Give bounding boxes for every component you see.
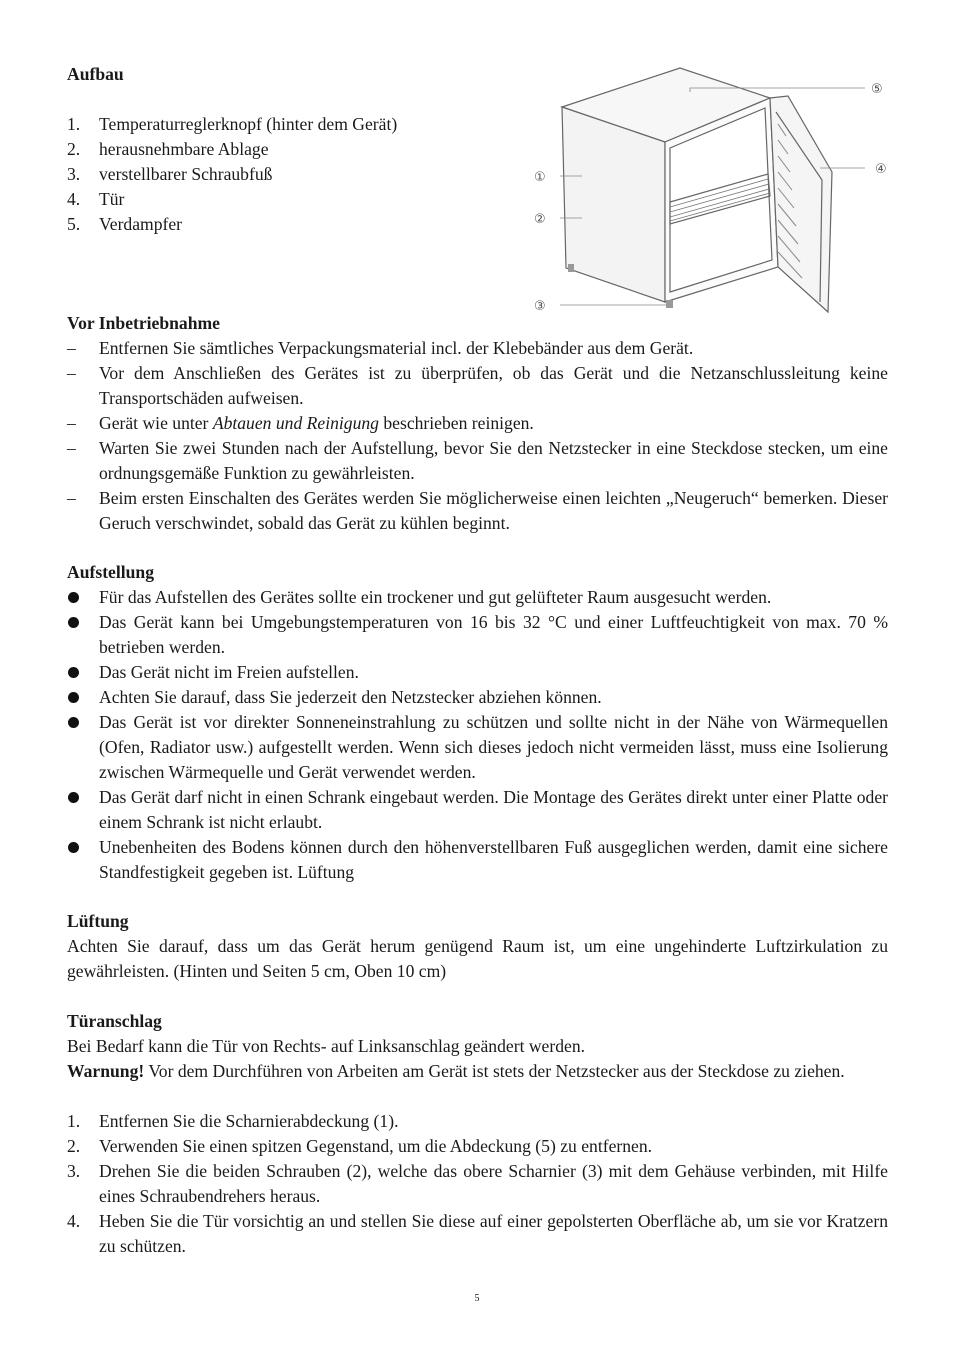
diagram-label-2: ② [534,212,546,227]
list-item: Für das Aufstellen des Gerätes sollte ein trockener und gut gelüfteter Raum ausgesucht werden. [67,585,888,610]
list-item: Das Gerät ist vor direkter Sonneneinstrahlung zu schützen und sollte nicht in der Nähe von Wärmequellen (Ofen, Radiator usw.) aufgestellt werden. Wenn sich dieses jedoch nicht vermeiden lässt, muss eine Isolierung zwischen Wärmequelle und Gerät verwendet werden. [67,710,888,785]
heading-tueranschlag: Türanschlag [67,1011,162,1031]
bullet-icon [68,792,79,803]
list-item: Das Gerät nicht im Freien aufstellen. [67,660,888,685]
list-item: 3. Drehen Sie die beiden Schrauben (2), welche das obere Scharnier (3) mit dem Gehäuse verbinden, mit Hilfe eines Schraubendrehers heraus. [67,1161,888,1206]
list-item: 5. Verdampfer [67,214,183,234]
list-item: 1. Entfernen Sie die Scharnierabdeckung (1). [67,1111,399,1131]
section-aufstellung [67,560,888,885]
fridge-diagram [520,62,900,322]
list-item: Das Gerät kann bei Umgebungstemperaturen von 16 bis 32 °C und einer Luftfeuchtigkeit von max. 70 % betrieben werden. [67,610,888,660]
warning-paragraph: Warnung! Vor dem Durchführen von Arbeiten am Gerät ist stets der Netzstecker aus der Steckdose zu ziehen. [67,1061,845,1081]
warning-label: Warnung! [67,1061,145,1081]
bullet-icon [68,692,79,703]
diagram-label-4: ④ [875,162,887,177]
list-item: 1. Temperaturreglerknopf (hinter dem Gerät) [67,114,398,134]
list-item: 3. verstellbarer Schraubfuß [67,164,273,184]
heading-vor-inbetriebnahme: Vor Inbetriebnahme [67,313,220,333]
bullet-icon [68,667,79,678]
list-item: – Beim ersten Einschalten des Gerätes werden Sie möglicherweise einen leichten „Neugeruch“ bemerken. Dieser Geruch verschwindet, sobald das Gerät zu kühlen beginnt. [67,488,888,533]
heading-aufstellung: Aufstellung [67,562,155,582]
section-tueranschlag [67,1009,888,1259]
diagram-label-5: ⑤ [871,82,883,97]
heading-aufbau: Aufbau [67,64,124,84]
heading-lueftung: Lüftung [67,911,129,931]
diagram-label-3: ③ [534,299,546,314]
section-lueftung [67,909,888,984]
list-item: 2. herausnehmbare Ablage [67,139,269,159]
paragraph: Bei Bedarf kann die Tür von Rechts- auf Linksanschlag geändert werden. [67,1036,586,1056]
list-item: Achten Sie darauf, dass Sie jederzeit den Netzstecker abziehen können. [67,685,888,710]
list-item: – Warten Sie zwei Stunden nach der Aufstellung, bevor Sie den Netzstecker in eine Steckdose stecken, um eine ordnungsgemäße Funktion zu gewährleisten. [67,438,888,483]
section-vor-inbetriebnahme [67,311,888,536]
list-item: Das Gerät darf nicht in einen Schrank eingebaut werden. Die Montage des Gerätes direkt unter einer Platte oder einem Schrank ist nicht erlaubt. [67,785,888,835]
list-item: 4. Tür [67,189,125,209]
section-aufbau [67,62,487,237]
paragraph: Achten Sie darauf, dass um das Gerät herum genügend Raum ist, um eine ungehinderte Luftzirkulation zu gewährleisten. (Hinten und Seiten 5 cm, Oben 10 cm) [67,936,888,981]
list-item: Unebenheiten des Bodens können durch den höhenverstellbaren Fuß ausgeglichen werden, damit eine sichere Standfestigkeit gegeben ist. Lüftung [67,835,888,885]
list-item: – Entfernen Sie sämtliches Verpackungsmaterial incl. der Klebebänder aus dem Gerät. [67,338,694,358]
bullet-icon [68,717,79,728]
list-item: 2. Verwenden Sie einen spitzen Gegenstand, um die Abdeckung (5) zu entfernen. [67,1136,653,1156]
list-item: 4. Heben Sie die Tür vorsichtig an und stellen Sie diese auf einer gepolsterten Oberfläche ab, um sie vor Kratzern zu schützen. [67,1211,888,1256]
diagram-label-1: ① [534,170,546,185]
bullet-icon [68,592,79,603]
bullet-icon [68,842,79,853]
bullet-icon [68,617,79,628]
page-number: 5 [474,1293,480,1304]
list-item: – Vor dem Anschließen des Gerätes ist zu überprüfen, ob das Gerät und die Netzanschlussleitung keine Transportschäden aufweisen. [67,363,888,408]
list-item: – Gerät wie unter Abtauen und Reinigung beschrieben reinigen. [67,413,534,433]
